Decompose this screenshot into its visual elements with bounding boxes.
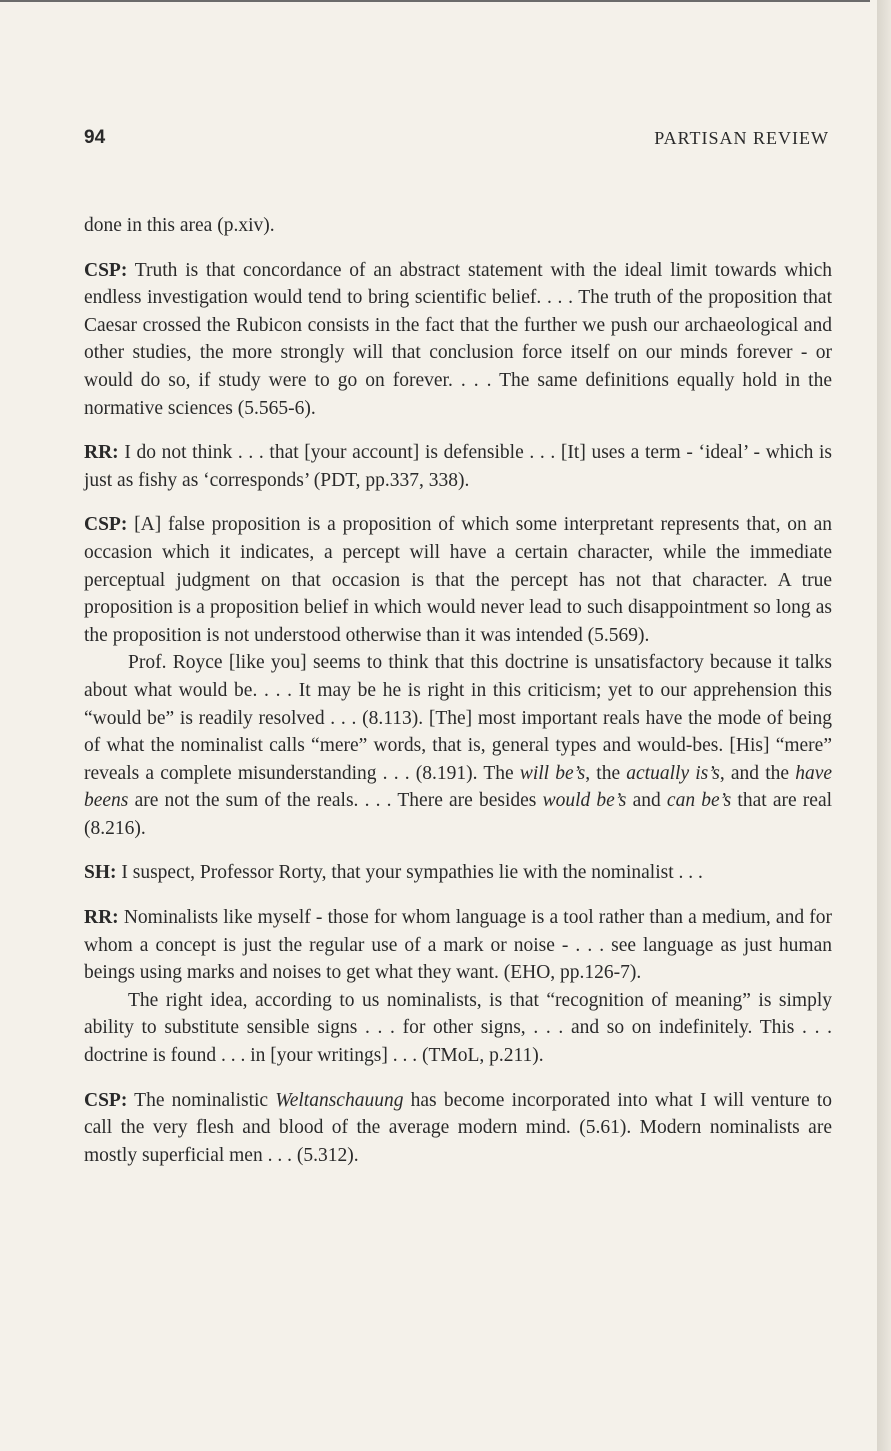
text-run: , and the (719, 762, 796, 784)
dialogue-paragraph (84, 257, 832, 423)
italic-text: will be’s (519, 762, 586, 784)
page-edge-shadow (877, 0, 891, 1451)
italic-text: would be’s (542, 790, 627, 812)
dialogue-paragraph (84, 511, 832, 649)
speaker-label: SH: (84, 862, 117, 884)
dialogue-paragraph (84, 859, 832, 887)
text-run: Truth is that concordance of an abstract statement with the ideal limit towards which endless investigation would tend to bring scientific belief. . . . The truth of the proposition that Caesar crossed the Rubicon consists in the fact that the further we push our archaeological and other studies, the more strongly will that conclusion force itself on our minds forever - or would do so, if study were to go on forever. . . . The same definitions equally hold in the normative sciences (5.565-6). (84, 259, 832, 419)
paragraph (84, 212, 832, 240)
speaker-label: RR: (84, 907, 119, 929)
text-run: I suspect, Professor Rorty, that your sympathies lie with the nominalist . . . (116, 862, 703, 884)
speaker-label: CSP: (84, 1089, 128, 1111)
text-run: [A] false proposition is a proposition of which some interpretant represents that, on an occasion which it indicates, a percept will have a certain character, while the immediate perceptual judgment on that occasion is that the percept has not that character. A true proposition is a proposition belief in which would never lead to such disappointment so long as the proposition is not understood otherwise than it was intended (5.569). (84, 514, 832, 646)
text-run: , the (585, 762, 627, 784)
running-head: PARTISAN REVIEW (654, 128, 829, 148)
text-run: The right idea, according to us nominalists, is that “recognition of meaning” is simply ability to substitute sensible signs . . . for other signs, . . . and so on indefinitely. This . . . doctrine is found . . . in [your writings] . . . (TMoL, p.211). (84, 989, 832, 1067)
speaker-label: CSP: (84, 259, 128, 281)
top-rule (0, 0, 870, 2)
text-run: Nominalists like myself - those for whom language is a tool rather than a medium, and for whom a concept is just the regular use of a mark or noise - . . . see language as just human beings using marks and noises to get what they want. (EHO, pp.126-7). (84, 907, 832, 984)
continuation-paragraph (84, 649, 832, 842)
text-run: and (626, 790, 667, 812)
speaker-label: RR: (84, 442, 119, 464)
page-number: 94 (84, 127, 106, 148)
text-run: are not the sum of the reals. . . . There are besides (128, 790, 543, 812)
italic-text: can be’s (666, 790, 732, 812)
italic-text: actually is’s (626, 762, 720, 784)
text-run: that are real (8.216). (84, 790, 833, 839)
text-run: I do not think . . . that [your account] is defensible . . . [It] uses a term - ‘ideal’ - which is just as fishy as ‘corresponds’ (PDT, pp.337, 338). (84, 442, 832, 491)
continuation-paragraph (84, 987, 832, 1070)
italic-text: have beens (84, 762, 833, 812)
speaker-label: CSP: (84, 514, 128, 536)
text-run: has become incorporated into what I will venture to call the very flesh and blood of the average modern mind. (5.61). Modern nominalists are mostly superficial men . . . (5.312). (84, 1089, 832, 1166)
dialogue-paragraph (84, 1087, 832, 1170)
body-text (84, 212, 832, 1169)
dialogue-paragraph (84, 904, 832, 987)
dialogue-paragraph (84, 439, 832, 494)
text-run: done in this area (p.xiv). (84, 215, 275, 236)
text-run: The nominalistic (127, 1089, 276, 1111)
text-run: Prof. Royce [like you] seems to think that this doctrine is unsatisfactory because it talks about what would be. . . . It may be he is right in this criticism; yet to our apprehension this “would be” is readily resolved . . . (8.113). [The] most important reals have the mode of being of what the nominalist calls “mere” words, that is, general types and would-bes. [His] “mere” reveals a complete misunderstanding . . . (8.191). The (84, 652, 832, 784)
italic-text: Weltanschauung (275, 1089, 404, 1111)
